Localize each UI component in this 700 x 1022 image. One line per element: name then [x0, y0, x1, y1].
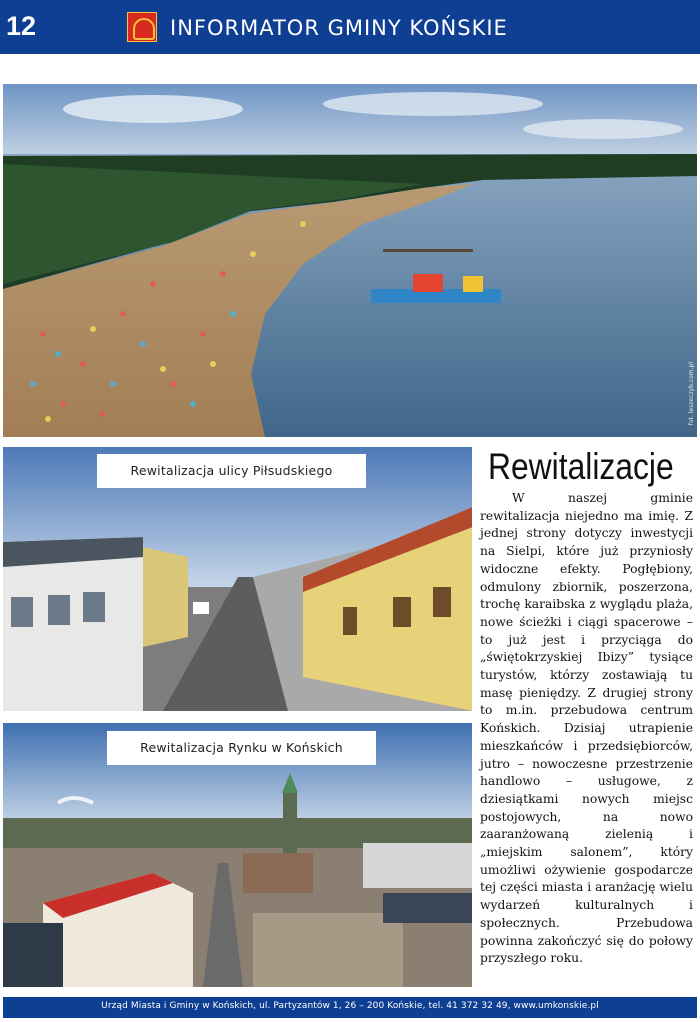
photo-credit: fot. leszeczyb.com.pl: [688, 361, 695, 425]
page-number: 12: [6, 11, 37, 41]
footer-bar: [3, 997, 697, 1018]
photo-caption: Rewitalizacja Rynku w Końskich: [107, 731, 376, 765]
sielpia-beach-aerial-photo: [3, 84, 697, 437]
article-body: W naszej gminie rewitalizacja niejedno ma imię. Z jednej strony dotyczy inwestycji na Sielpi, które już przyniosły widoczne efekty. Pogłębiony, odmulony zbiornik, poszerzona, trochę karaibska z wyglądu plaża, nowe ścieżki i ciągi spacerowe – to już jest i przyciąga do „świętokrzyskiej Ibizy” tysiące turystów, którzy zostawiają tu masę pieniędzy. Z drugiej strony to m.in. przebudowa centrum Końskich. Dzisiaj utrapienie mieszkańców i przedsiębiorców, jutro – nowoczesne przestrzenie handlowo – usługowe, z dziesiątkami nowych miejsc postojowych, na nowo zaaranżowaną zielenią i „miejskim salonem”, który umożliwi ożywienie gospodarcze tej części miasta i aranżację wielu wydarzeń kulturalnych i społecznych. Przebudowa powinna zakończyć się do połowy przyszłego roku.: [480, 491, 693, 966]
konskie-market-square-photo: [3, 723, 472, 987]
footer-contact: Urząd Miasta i Gminy w Końskich, ul. Partyzantów 1, 26 – 200 Końskie, tel. 41 372 32 49, www.umkonskie.pl: [101, 1001, 599, 1011]
header-bar: [0, 0, 700, 54]
photo-caption: Rewitalizacja ulicy Piłsudskiego: [97, 454, 366, 488]
publication-title: INFORMATOR GMINY KOŃSKIE: [170, 16, 508, 40]
article-title: Rewitalizacje: [488, 446, 674, 487]
gmina-crest-icon: [127, 12, 157, 42]
pilsudskiego-street-photo: [3, 447, 472, 711]
